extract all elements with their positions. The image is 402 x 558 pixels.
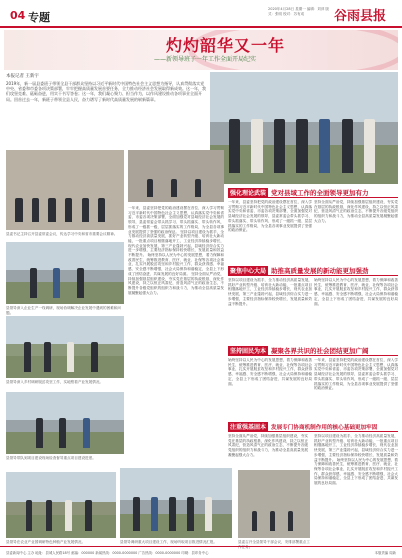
section-divider [228,275,398,276]
section-tag: 注重强基固本 [230,424,267,431]
section-title: 发展专门协商机制作用的核心基础更加牢固 [271,425,378,431]
body-column-1 [128,206,224,466]
paragraph: 一年来，县委坚持把党的政治建设摆在首位，深入学习贯彻习近平新时代中国特色社会主义思想，认真落实党中央和省委、市委各项决策部署，全面加强党对县域经济社会发展的领导，县委常委会带头抓学习、带头抓落实、带头转作风，形成了一级抓一级、层层抓落实的工作格局，为全县各项事业发展提供了坚强的政治保证。 [128,206,224,234]
masthead: 谷雨县报 [334,9,387,24]
caption-6: 县领导在农业产业园调研特色种植产业发展情况。 [6,540,86,544]
photo-farm [6,472,116,538]
section-divider [228,431,398,432]
paragraph: 坚持以项目建设为抓手，全力推动经济高质量发展，抓好产业转型升级、培育壮大新动能，一批重点项目相继落地开工，工业经济持续稳步增长，现代农业加快发展，第三产业蓬勃兴起，县域经济综合实力进一步增强，主要经济指标保持较快增长，发展质量和效益不断提升。 [128,229,224,258]
lead-text: 2019年，新一届县委班子带领全县干部群众坚持以习近平新时代中国特色社会主义思想为指导，认真贯彻落实党中央、省委和市委各项决策部署，牢牢把握高质量发展首要任务，全力推动经济社会发展取得新成效。这一年，我们攻坚克难、砥砺奋进，用实干书写答卷；这一年，我们凝心聚力、担当作为，以作风建设推动各项事业全面开局。回首过去一年，新班子带领全县人民，奋力谱写了新时代高质量发展的崭新篇章。 [6,81,206,102]
paragraph: 一年来，县委坚持把党的政治建设摆在首位，深入学习贯彻习近平新时代中国特色社会主义思想，认真落实党中央和省委、市委各项决策部署，全面加强党对县域经济社会发展的领导，县委常委会带头抓学习、带头抓落实、带头转作风，形成了一级抓一级、层层抓落实的工作格局，为全县各项事业发展提供了坚强的政治保证。 [314,358,398,391]
page-footer [0,546,402,558]
paragraph: 坚持以项目建设为抓手，全力推动经济高质量发展，抓好产业转型升级、培育壮大新动能，一批重点项目相继落地开工，工业经济持续稳步增长，现代农业加快发展，第三产业蓬勃兴起，县域经济综合实力进一步增强，主要经济指标保持较快增长，发展质量和效益不断提升。 [228,278,312,306]
page-header [0,0,402,28]
caption-1: 县委书记主持召开县委常委会议，传达学习中央和省市重要会议精神。 [6,232,118,236]
section-tag: 强化理论武装 [230,190,267,197]
photo-grassroots [128,150,224,202]
paragraph: 始终坚持以人民为中心的发展思想，着力保障和改善民生，统筹推进教育、医疗、就业、社保等各项社会事业，扎实开展脱贫攻坚和乡村振兴工作，群众获得感、幸福感、安全感不断增强，社会大局保持和谐稳定，全县上下形成了团结奋进、共谋发展的良好局面。 [228,358,312,386]
lead-author: 本报记者 王新宇 [6,74,39,79]
section-heading-3 [228,346,369,355]
section-2-col-a [228,278,312,340]
page-number: 04 [10,9,26,22]
photo-leaders-visit [210,72,398,184]
section-2-col-b [314,278,398,340]
section-divider [228,197,398,198]
section-4-col-b [314,434,398,538]
photo-conference [238,470,310,538]
banner-subtitle: ——新领导班子一年工作全面开局纪实 [154,56,257,63]
photo-village [6,316,124,378]
banner-title: 灼灼韶华又一年 [166,36,286,55]
section-tag: 聚焦中心大局 [230,268,267,275]
header-meta: 2020年4月28日 星期一 编辑：刘萍 版式：张明 校对：苏有成 [268,7,329,16]
footer-editor: 本版责编 周新 [374,551,396,555]
footer-text: 县委新闻中心 主办 地址：县城人民路18号 邮编：000000 新闻热线：0000-0000000 广告热线：0000-0000000 印刷：县印务中心 [6,551,209,555]
caption-3: 县领导深入乡村调研脱贫攻坚工作，实地察看产业发展情况。 [6,380,104,384]
section-title: 助推高质量发展的新动能更加强劲 [271,267,369,275]
section-1-col-a [228,200,312,260]
section-title: 凝聚各界共识的社会团结更加广阔 [271,347,369,355]
caption-8: 县委召开全县领导干部会议，安排部署重点工作任务。 [238,540,310,549]
paragraph: 始终坚持以人民为中心的发展思想，着力保障和改善民生，统筹推进教育、医疗、就业、社保等各项社会事业，扎实开展脱贫攻坚和乡村振兴工作，群众获得感、幸福感、安全感不断增强，社会大局保持和谐稳定，全县上下形成了团结奋进、共谋发展的良好局面。 [128,253,224,276]
paragraph: 坚持以项目建设为抓手，全力推动经济高质量发展，抓好产业转型升级、培育壮大新动能，一批重点项目相继落地开工，工业经济持续稳步增长，现代农业加快发展，第三产业蓬勃兴起，县域经济综合实力进一步增强，主要经济指标保持较快增长，发展质量和效益不断提升。 [314,434,398,462]
paragraph: 一年来，县委坚持把党的政治建设摆在首位，深入学习贯彻习近平新时代中国特色社会主义思想，认真落实党中央和省委、市委各项决策部署，全面加强党对县域经济社会发展的领导，县委常委会带头抓学习、带头抓落实、带头转作风，形成了一级抓一级、层层抓落实的工作格局，为全县各项事业发展提供了坚强的政治保证。 [228,200,312,233]
caption-7: 县领导调研重大项目建设工作，现场听取项目推进情况汇报。 [120,540,218,544]
paragraph: 坚持全面从严治党，持续加强基层组织建设，夯实党在基层的执政根基，深化作风建设，持之以恒正风肃纪，营造风清气正的政治生态，不断提升各级党组织的组织力和战斗力，为推动全县高质量发展凝聚起强大合力。 [128,271,224,295]
paragraph: 始终坚持以人民为中心的发展思想，着力保障和改善民生，统筹推进教育、医疗、就业、社保等各项社会事业，扎实开展脱贫攻坚和乡村振兴工作，群众获得感、幸福感、安全感不断增强，社会大局保持和谐稳定，全县上下形成了团结奋进、共谋发展的良好局面。 [314,278,398,306]
photo-enterprise [6,242,124,304]
paragraph: 坚持全面从严治党，持续加强基层组织建设，夯实党在基层的执政根基，深化作风建设，持之以恒正风肃纪，营造风清气正的政治生态，不断提升各级党组织的组织力和战斗力，为推动全县高质量发展凝聚起强大合力。 [228,434,308,457]
section-3-col-a [228,358,312,416]
section-tag: 坚持固民为本 [230,348,267,355]
section-heading-4 [228,422,377,431]
paragraph: 坚持全面从严治党，持续加强基层组织建设，夯实党在基层的执政根基，深化作风建设，持之以恒正风肃纪，营造风清气正的政治生态，不断提升各级党组织的组织力和战斗力，为推动全县高质量发展凝聚起强大合力。 [314,200,398,223]
lead-article [6,73,206,147]
section-4-col-a [228,434,308,468]
section-heading-1 [228,188,369,197]
photo-project [6,392,124,454]
caption-2: 县领导深入企业生产一线调研，现场协调解决企业发展中遇到的困难和问题。 [6,306,121,315]
section-name: 专题 [28,11,50,24]
special-banner [4,30,398,70]
section-heading-2 [228,266,369,275]
photo-meeting [6,150,124,230]
paragraph: 始终坚持以人民为中心的发展思想，着力保障和改善民生，统筹推进教育、医疗、就业、社保等各项社会事业，扎实开展脱贫攻坚和乡村振兴工作，群众获得感、幸福感、安全感不断增强，社会大局保持和谐稳定，全县上下形成了团结奋进、共谋发展的良好局面。 [314,457,398,486]
section-divider [228,355,398,356]
section-1-col-b [314,200,398,260]
photo-site-visit [120,468,232,538]
section-3-col-b [314,358,398,416]
caption-4: 县领导带队到项目建设现场检查督导重点项目建设进度。 [6,456,96,460]
section-title: 党对县域工作的全面领导更加有力 [271,189,369,197]
